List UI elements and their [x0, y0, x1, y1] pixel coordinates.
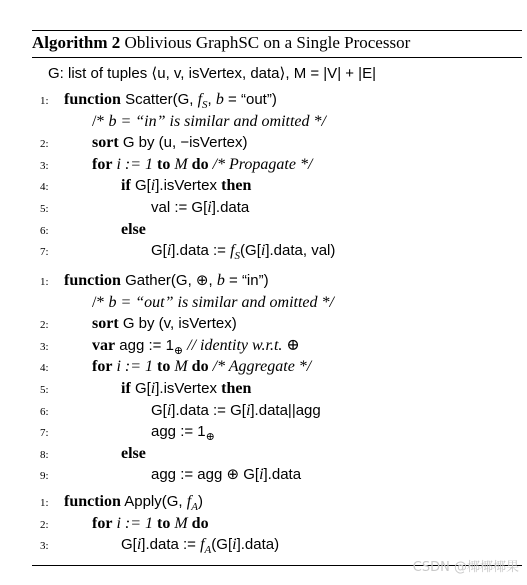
- code-segment: for: [92, 514, 113, 532]
- code-segment: ,: [207, 91, 216, 108]
- code-segment: M: [170, 358, 192, 376]
- code-segment: do: [191, 358, 209, 376]
- top-rule: [32, 30, 522, 31]
- code-segment: Apply(G,: [120, 493, 187, 510]
- code-segment: function: [64, 493, 121, 510]
- code-segment: i: [260, 242, 266, 260]
- watermark: CSDN @椰椰椰果: [412, 560, 519, 575]
- line-number: 9:: [40, 470, 49, 483]
- algorithm-line: [0, 175, 527, 196]
- code-segment: i := 1: [112, 358, 158, 376]
- code-text: [151, 464, 301, 485]
- line-number: 6:: [40, 405, 49, 418]
- line-number: 1:: [40, 276, 49, 288]
- code-segment: // identity w.r.t. ⊕: [183, 336, 300, 354]
- line-number: 1:: [40, 497, 49, 509]
- code-segment: ].data: [263, 466, 302, 484]
- algorithm-line: [0, 154, 527, 175]
- code-segment: f: [230, 242, 235, 260]
- algorithm-line: [0, 400, 527, 421]
- code-segment: sort: [92, 134, 119, 152]
- code-segment: i := 1: [112, 514, 158, 532]
- algorithm-line: [0, 197, 527, 218]
- code-text: [92, 513, 209, 534]
- code-segment: /*: [92, 112, 109, 130]
- code-segment: ].data :=: [171, 242, 231, 260]
- code-segment: f: [200, 536, 205, 554]
- code-segment: i: [232, 536, 237, 554]
- line-number: 2:: [40, 138, 49, 151]
- code-segment: G[: [121, 536, 137, 554]
- code-segment: ): [197, 493, 203, 510]
- code-segment: = “in”): [224, 272, 269, 289]
- code-segment: for: [92, 155, 113, 173]
- code-segment: sort: [92, 315, 119, 333]
- algorithm-line: [0, 335, 527, 356]
- code-segment: = “in” is similar and omitted */: [116, 112, 326, 130]
- code-segment: b: [216, 272, 225, 289]
- code-segment: do: [191, 514, 209, 532]
- algorithm-line: [0, 443, 527, 464]
- algorithm-line: [0, 89, 527, 110]
- code-text: [121, 175, 251, 196]
- line-number: 8:: [40, 448, 49, 461]
- code-segment: /* Aggregate */: [208, 358, 312, 376]
- code-segment: ⊕: [173, 344, 184, 357]
- code-text: [92, 313, 237, 334]
- code-segment: f: [186, 493, 192, 510]
- algorithm-line: [0, 270, 527, 291]
- line-number: 5:: [40, 384, 49, 396]
- code-segment: ].data, val): [265, 242, 336, 260]
- code-segment: i: [245, 401, 251, 419]
- code-segment: Scatter(G,: [120, 91, 198, 108]
- line-number: 3:: [40, 540, 49, 553]
- code-segment: do: [191, 155, 209, 173]
- code-segment: S: [234, 250, 241, 263]
- code-segment: agg := 1: [115, 336, 174, 354]
- code-segment: G[: [151, 242, 167, 260]
- code-segment: ].data||agg: [250, 401, 321, 419]
- algorithm-line: [0, 513, 527, 534]
- input-description: G: list of tuples ⟨u, v, isVertex, data⟩, M = |V| + |E|: [48, 65, 376, 82]
- code-segment: = “out”): [223, 91, 277, 108]
- code-text: [92, 132, 247, 153]
- code-segment: i: [150, 177, 156, 195]
- code-segment: to: [157, 358, 171, 376]
- algorithm-line: [0, 240, 527, 261]
- code-segment: ].isVertex: [155, 380, 222, 397]
- algorithm-line: [0, 491, 527, 512]
- code-segment: agg := 1: [151, 423, 206, 441]
- code-segment: b: [108, 112, 117, 130]
- code-segment: Gather(G, ⊕,: [120, 272, 217, 289]
- algorithm-line: [0, 219, 527, 240]
- code-segment: to: [157, 155, 171, 173]
- code-segment: = “out” is similar and omitted */: [116, 293, 334, 311]
- algorithm-line: [0, 292, 527, 313]
- code-text: [121, 534, 279, 561]
- line-number: 3:: [40, 340, 49, 353]
- line-number: 4:: [40, 181, 49, 194]
- code-segment: if: [121, 177, 131, 195]
- code-segment: G by (v, isVertex): [118, 315, 237, 333]
- line-number: 4:: [40, 362, 49, 375]
- line-number: 5:: [40, 203, 49, 215]
- code-segment: else: [121, 220, 146, 238]
- code-text: [92, 356, 311, 377]
- code-segment: function: [64, 91, 121, 108]
- code-text: [151, 197, 249, 218]
- code-segment: /*: [92, 293, 109, 311]
- code-segment: ].data: [211, 199, 250, 216]
- code-segment: A: [204, 544, 212, 557]
- code-segment: G by (u, −isVertex): [118, 134, 248, 152]
- code-segment: G[: [151, 401, 167, 419]
- algorithm-line: [0, 356, 527, 377]
- code-segment: to: [157, 514, 171, 532]
- algorithm-line: [0, 132, 527, 153]
- code-text: [92, 111, 326, 132]
- algorithm-line: [0, 421, 527, 442]
- code-text: [121, 378, 251, 399]
- caption-rule: [32, 57, 522, 58]
- line-number: 2:: [40, 518, 49, 531]
- code-segment: M: [170, 514, 192, 532]
- code-segment: M: [170, 155, 192, 173]
- code-segment: i: [166, 242, 172, 260]
- code-segment: ].isVertex: [155, 177, 222, 195]
- line-number: 7:: [40, 427, 49, 440]
- code-segment: i: [259, 466, 264, 484]
- code-segment: ].data :=: [141, 536, 201, 554]
- algorithm-caption: [32, 32, 410, 54]
- algorithm-line: [0, 313, 527, 334]
- code-segment: (G[: [240, 242, 261, 260]
- algorithm-line: [0, 464, 527, 485]
- code-segment: ].data := G[: [171, 401, 246, 419]
- code-text: [64, 270, 269, 291]
- code-segment: val := G[: [151, 199, 208, 216]
- line-number: 6:: [40, 224, 49, 237]
- code-segment: if: [121, 380, 131, 397]
- code-segment: i := 1: [112, 155, 158, 173]
- code-segment: i: [166, 401, 172, 419]
- code-segment: then: [221, 177, 252, 195]
- code-segment: /* Propagate */: [208, 155, 313, 173]
- line-number: 1:: [40, 95, 49, 107]
- code-segment: function: [64, 272, 121, 289]
- line-number: 3:: [40, 159, 49, 172]
- code-segment: var: [92, 336, 116, 354]
- code-text: [92, 292, 334, 313]
- code-segment: A: [191, 501, 198, 514]
- line-number: 2:: [40, 319, 49, 332]
- code-segment: G[: [130, 177, 151, 195]
- code-segment: else: [121, 444, 146, 462]
- code-segment: then: [221, 380, 252, 397]
- code-text: [151, 240, 335, 267]
- line-number: 7:: [40, 246, 49, 259]
- code-segment: i: [150, 380, 156, 397]
- code-segment: G[: [130, 380, 151, 397]
- code-segment: for: [92, 358, 113, 376]
- code-segment: ].data): [236, 536, 280, 554]
- code-segment: i: [207, 199, 212, 216]
- code-text: [121, 443, 146, 464]
- code-segment: b: [108, 293, 117, 311]
- code-segment: agg := agg ⊕ G[: [151, 466, 260, 484]
- algorithm-line: [0, 111, 527, 132]
- code-segment: i: [136, 536, 142, 554]
- code-text: [151, 400, 321, 421]
- algorithm-line: [0, 378, 527, 399]
- algorithm-title: Oblivious GraphSC on a Single Processor: [124, 33, 411, 52]
- code-text: [121, 219, 146, 240]
- algorithm-label: Algorithm 2: [32, 33, 121, 52]
- code-segment: f: [197, 91, 203, 108]
- code-segment: b: [215, 91, 224, 108]
- code-text: [92, 154, 312, 175]
- algorithm-line: [0, 534, 527, 555]
- code-segment: (G[: [211, 536, 233, 554]
- code-segment: S: [202, 99, 208, 112]
- code-segment: ⊕: [205, 431, 215, 444]
